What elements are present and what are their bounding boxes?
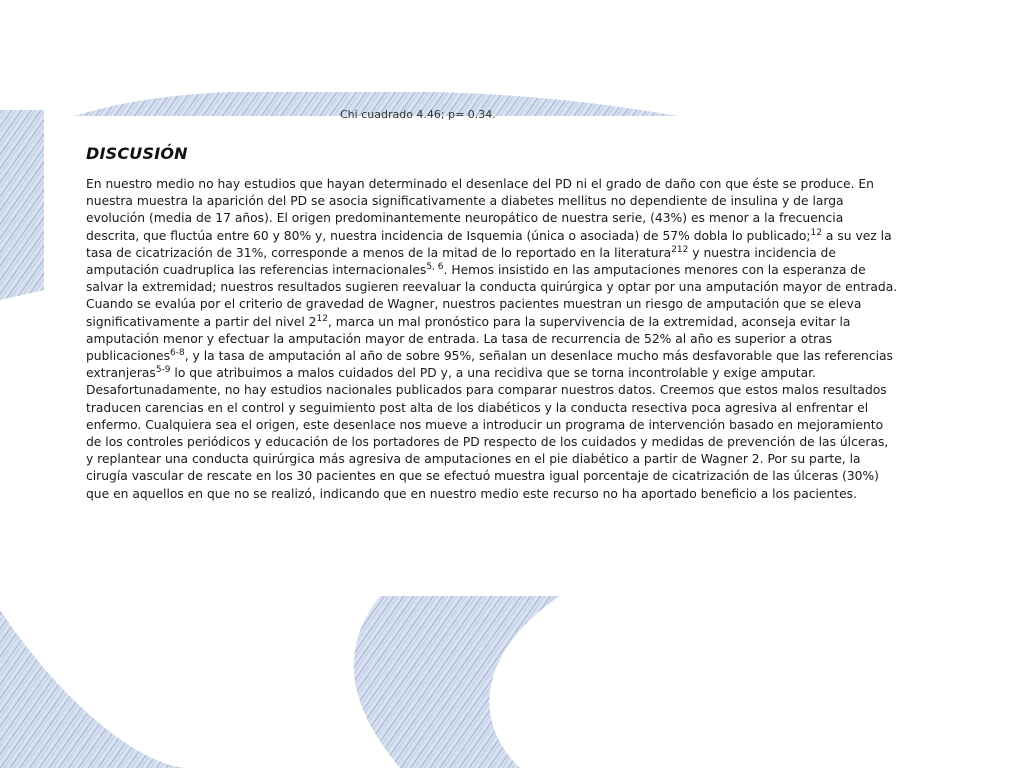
paragraph-text-segment: a su vez la tasa de cicatrización de 31%, corresponde a menos de la mitad de lo reportado en la literatura [86, 228, 892, 260]
reference-superscript: 212 [671, 244, 689, 255]
paragraph-text-segment: , marca un mal pronóstico para la supervivencia de la extremidad, aconseja evitar la amputación menor y efectuar la amputación mayor de entrada. La tasa de recurrencia de 52% al año es superior a otras publicaciones [86, 314, 851, 364]
reference-superscript: 12 [810, 227, 822, 238]
reference-superscript: 5-9 [155, 365, 171, 376]
reference-superscript: 6-8 [170, 347, 185, 358]
discussion-paragraph [86, 176, 898, 503]
swirl-shape-left [0, 110, 44, 300]
paragraph-text-segment: En nuestro medio no hay estudios que hayan determinado el desenlace del PD ni el grado de daño con que éste se produce. En nuestra muestra la aparición del PD se asocia significativamente a diabetes mellitus no dependiente de insulina y de larga evolución (media de 17 años). El origen predominantemente neuropático de nuestra serie, (43%) es menor a la frecuencia descrita, que fluctúa entre 60 y 80% y, nuestra incidencia de Isquemia (única o asociada) de 57% dobla lo publicado; [86, 177, 874, 243]
paragraph-text-segment: . Hemos insistido en las amputaciones menores con la esperanza de salvar la extremidad; nuestros resultados sugieren reevaluar la conducta quirúrgica y optar por una amputación mayor de entrada. Cuando se evalúa por el criterio de gravedad de Wagner, nuestros pacientes muestran un riesgo de amputación que se eleva significativamente a partir del nivel 2 [86, 263, 898, 329]
paragraph-text-segment: lo que atribuimos a malos cuidados del PD y, a una recidiva que se torna incontrolable y exige amputar. Desafortunadamente, no hay estudios nacionales publicados para comparar nuestros datos. Creemos que estos malos resultados traducen carencias en el control y seguimiento post alta de los diabéticos y la conducta resectiva poca agresiva al enfrentar el enfermo. Cualquiera sea el origen, este desenlace nos mueve a introducir un programa de intervención basado en mejoramiento de los controles periódicos y educación de los portadores de PD respecto de los cuidados y medidas de prevención de las úlceras, y replantear una conducta quirúrgica más agresiva de amputaciones en el pie diabético a partir de Wagner 2. Por su parte, la cirugía vascular de rescate en los 30 pacientes en que se efectuó muestra igual porcentaje de cicatrización de las úlceras (30%) que en aquellos en que no se realizó, indicando que en nuestro medio este recurso no ha aportado beneficio a los pacientes. [86, 366, 889, 501]
reference-superscript: 12 [316, 313, 328, 324]
swirl-shape-lower [0, 596, 560, 768]
paragraph-text-segment: , y la tasa de amputación al año de sobre 95%, señalan un desenlace mucho más desfavorable que las referencias extranjeras [86, 349, 893, 381]
truncated-caption-line: Chi cuadrado 4.46; p= 0.34. [340, 108, 496, 121]
document-page [44, 108, 904, 596]
reference-superscript: 5, 6 [426, 261, 444, 272]
paragraph-text-segment: y nuestra incidencia de amputación cuadruplica las referencias internacionales [86, 245, 836, 278]
section-heading: DISCUSIÓN [86, 144, 188, 163]
